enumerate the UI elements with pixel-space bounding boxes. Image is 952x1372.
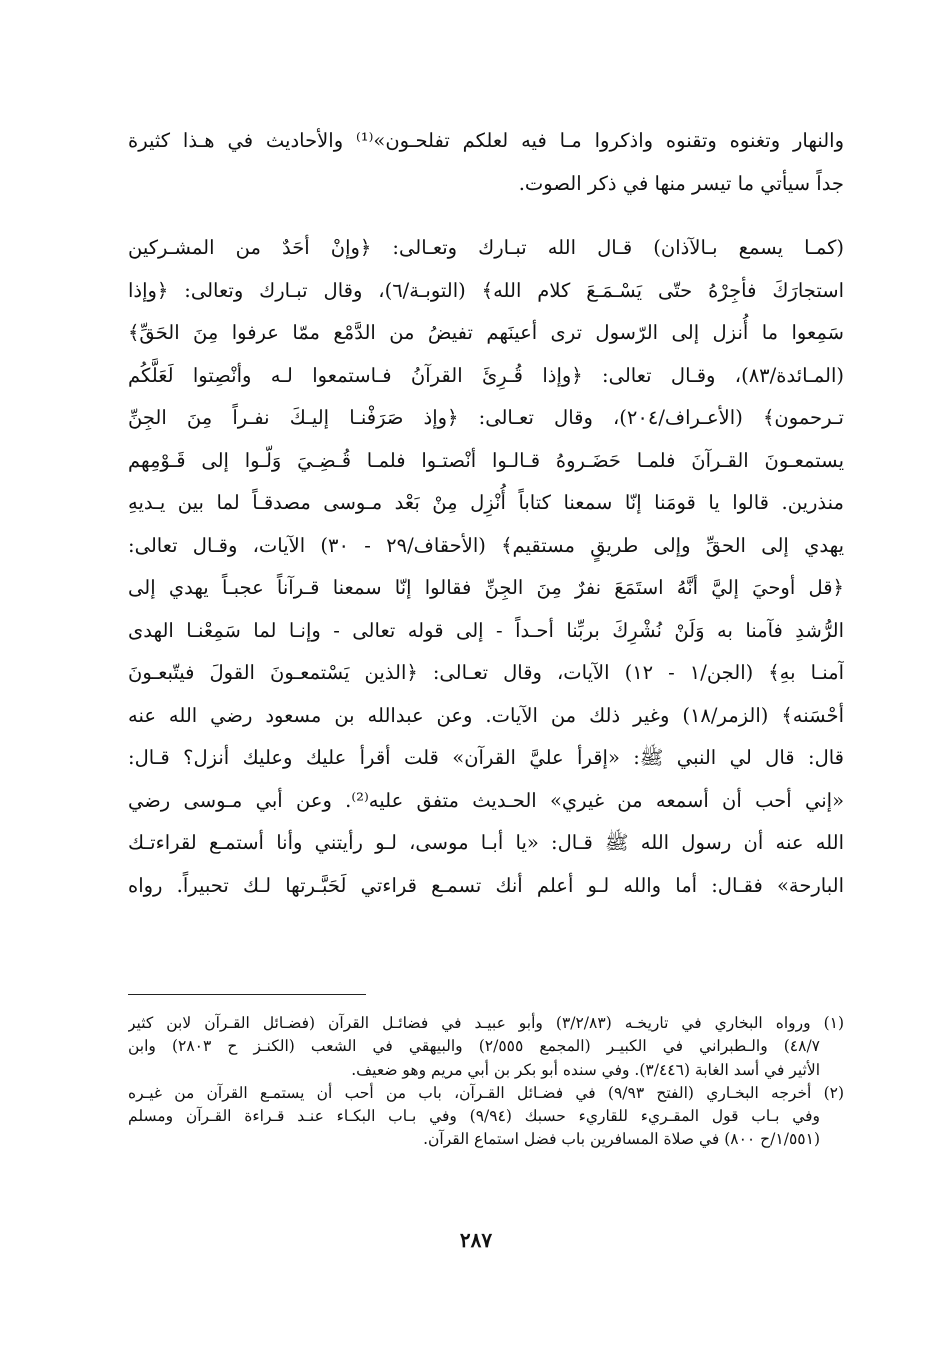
text-line: استجارَكَ فأجِرْهُ حتّى يَسْـمَـعَ كلام الله﴾ (التوبـة/٦)، وقال تبـارك وتعالى: ﴿وإذا xyxy=(128,278,844,302)
paragraph-gap xyxy=(128,205,844,227)
text-line: البارحة» فقـال: أما والله لـو أعلم أنك تسمـع قراءتي لَحَبَّـرتها لـك تحبيراً. رواه xyxy=(128,873,844,897)
text-line: سَمِعوا ما أُنزل إلى الرّسول ترى أعينَهم تفيضُ من الدَّمْع ممّا عرفوا مِنَ الحَقِّ﴾ xyxy=(128,321,844,344)
footnote-line: الأثير في أسد الغابة (٣/٤٤٦). وفي سنده أبو بكر بن أبي مريم وهو ضعيف. xyxy=(351,1060,820,1079)
text-line: قال: قال لي النبي ﷺ: «إقرأ عليَّ القرآن» قلت أقرأ عليك وعليك أنزل؟ قـال: xyxy=(128,746,844,769)
footnote-separator xyxy=(128,994,366,995)
footnote-line: (١/٥٥١/ح ٨٠٠) في صلاة المسافرين باب فضل استماع القرآن. xyxy=(423,1130,820,1149)
text-line: يستمعـونَ القـرآنَ فلمـا حَضَـروهُ قـالـوا أنْصتـوا فلمـا قُـضِـيَ وَلّـوا إلى قَـوْمِهم xyxy=(128,448,844,472)
footnote-line: (١) ورواه البخاري في تاريخـه (٣/٢/٨٣) وأبو عبيـد في فضائـل القرآن (فضـائل القـرآن لابن كثير xyxy=(128,1014,844,1032)
footnote-line: ٤٨/٧) والـطبراني في الكبيـر (المجمع ٢/٥٥٥) والبيهقي في الشعب (الكنـز ح ٢٨٠٣) وابن xyxy=(128,1037,820,1056)
footnotes xyxy=(128,1012,844,1152)
footnote-line: وفي بـاب قول المقـريء للقاريء حسبك (٩/٩٤) وفي بـاب البكـاء عنـد قـراءة القـرآن ومسلم xyxy=(128,1107,821,1126)
text-line: (المـائدة/٨٣)، وقـال تعالى: ﴿وإذا قُـرِئَ القرآنُ فـاستمعوا لـه وأنْصِتوا لَعَلَّكُم xyxy=(128,363,844,387)
text-line: «إني أحب أن أسمعه من غيري» الحـديث متفق عليه⁽²⁾. وعن أبي مـوسى رضي xyxy=(128,788,844,812)
text-line: والنهار وتغنوه وتقنوه واذكروا مـا فيه لعلكم تفلحـون»⁽¹⁾ والأحاديث في هـذا كثيرة xyxy=(128,129,844,152)
text-line: آمنـا بهِ﴾ (الجن/١ - ١٢) الآيات، وقال تعـالى: ﴿الذين يَسْتمعـونَ القولَ فيتّبعـونَ xyxy=(128,661,844,684)
text-line: أحْسَنه﴾ (الزمر/١٨) وغير ذلك من الآيات. وعن عبدالله بن مسعود رضي الله عنه xyxy=(128,703,844,727)
page-number: ٢٨٧ xyxy=(459,1228,493,1252)
text-line: (كمـا يسمع بـالآذان) قـال الله تبـارك وتعـالى: ﴿وإنْ أحَدٌ من المشـركين xyxy=(128,236,844,259)
text-line: الرُّشدِ فآمنا به وَلَنْ نُشْرِكَ بربِّنا أحـداً - إلى قوله تعالى - وإنـا لما سَمِعْنـا الهدى xyxy=(128,618,844,642)
text-line: الله عنه أن رسول الله ﷺ قـال: «يا أبـا موسى، لـو رأيتني وأنا أستمـع لقراءتـك xyxy=(128,831,844,854)
footnote-line: (٢) أخرجه البخـاري (الفتح ٩/٩٣) في فضـائل القـرآن، باب من أحب أن يستمـع القرآن من غيـره xyxy=(128,1083,844,1102)
text-line: جداً سيأتي ما تيسر منها في ذكر الصوت. xyxy=(518,171,844,195)
text-line: يهدي إلى الحقِّ وإلى طريقٍ مستقيم﴾ (الأحقاف/٢٩ - ٣٠) الآيات، وقـال تعالى: xyxy=(128,533,844,557)
text-line: ﴿قل أوحيَ إليَّ أنَّهُ استَمَعَ نفرٌ مِنَ الجِنِّ فقالوا إنّا سمعنا قـرآناً عجبـاً يهدي إلى xyxy=(128,576,844,599)
main-text xyxy=(128,120,844,907)
text-line: منذرين. قالوا يا قومَنا إنّا سمعنا كتاباً أُنْزِل مِنْ بَعْد مـوسى مصدقـاً لما بين يـديهِ xyxy=(128,491,844,514)
text-line: تـرحمون﴾ (الأعـراف/٢٠٤)، وقال تعـالى: ﴿وإذ صَرَفْنـا إليـكَ نفـراً مِنَ الجِنِّ xyxy=(128,406,844,429)
